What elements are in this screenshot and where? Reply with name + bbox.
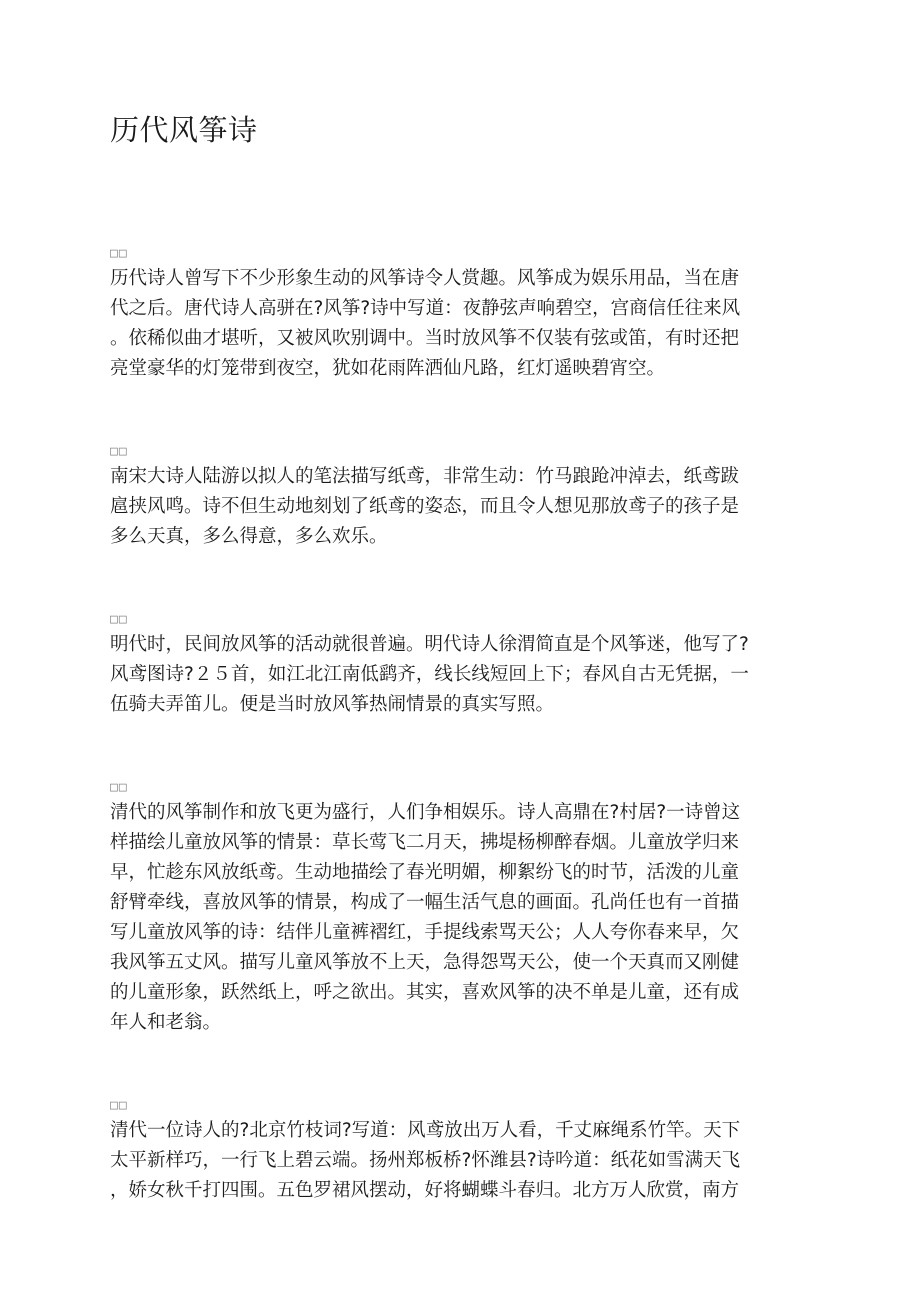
paragraph-line: 清代一位诗人的?北京竹枝词?写道：风鸢放出万人看，千丈麻绳系竹竿。天下 <box>110 1120 741 1141</box>
paragraph-line: 代之后。唐代诗人高骈在?风筝?诗中写道：夜静弦声响碧空，宫商信任往来风 <box>110 298 741 319</box>
paragraph-line: 清代的风筝制作和放飞更为盛行，人们争相娱乐。诗人高鼎在?村居?一诗曾这 <box>110 802 741 823</box>
paragraph-line: ，娇女秋千打四围。五色罗裙风摆动，好将蝴蝶斗春归。北方万人欣赏，南方 <box>110 1180 740 1201</box>
section-marker: □□ <box>110 612 128 627</box>
section-1 <box>110 244 810 384</box>
paragraph-line: 太平新样巧，一行飞上碧云端。扬州郑板桥?怀潍县?诗吟道：纸花如雪满天飞 <box>110 1150 741 1171</box>
paragraph-line: 扈挟风鸣。诗不但生动地刻划了纸鸢的姿态，而且令人想见那放鸢子的孩子是 <box>110 496 740 517</box>
section-5 <box>110 1096 810 1206</box>
paragraph-line: 的儿童形象，跃然纸上，呼之欲出。其实，喜欢风筝的决不单是儿童，还有成 <box>110 982 740 1003</box>
paragraph-line: 伍骑夫弄笛儿。便是当时放风筝热闹情景的真实写照。 <box>110 694 555 715</box>
paragraph-line: 历代诗人曾写下不少形象生动的风筝诗令人赏趣。风筝成为娱乐用品，当在唐 <box>110 268 740 289</box>
section-marker: □□ <box>110 1098 128 1113</box>
paragraph-line: 早，忙趁东风放纸鸢。生动地描绘了春光明媚，柳絮纷飞的时节，活泼的儿童 <box>110 862 740 883</box>
paragraph-line: 多么天真，多么得意，多么欢乐。 <box>110 526 388 547</box>
document-title: 历代风筝诗 <box>110 113 258 147</box>
paragraph-line: 写儿童放风筝的诗：结伴儿童裤褶红，手提线索骂天公；人人夸你春来早，欠 <box>110 922 740 943</box>
paragraph-line: 。依稀似曲才堪听，又被风吹别调中。当时放风筝不仅装有弦或笛，有时还把 <box>110 328 740 349</box>
paragraph-line: 风鸢图诗?２５首，如江北江南低鹞齐，线长线短回上下；春风自古无凭据，一 <box>110 664 749 685</box>
paragraph-line: 样描绘儿童放风筝的情景：草长莺飞二月天，拂堤杨柳醉春烟。儿童放学归来 <box>110 832 740 853</box>
paragraph-line: 舒臂牵线，喜放风筝的情景，构成了一幅生活气息的画面。孔尚任也有一首描 <box>110 892 740 913</box>
section-4 <box>110 778 810 1038</box>
paragraph-line: 我风筝五丈风。描写儿童风筝放不上天，急得怨骂天公，使一个天真而又刚健 <box>110 952 740 973</box>
section-marker: □□ <box>110 444 128 459</box>
section-marker: □□ <box>110 246 128 261</box>
paragraph-line: 亮堂豪华的灯笼带到夜空，犹如花雨阵洒仙凡路，红灯遥映碧宵空。 <box>110 358 666 379</box>
section-2 <box>110 442 810 552</box>
paragraph-line: 南宋大诗人陆游以拟人的笔法描写纸鸢，非常生动：竹马踉跄冲淖去，纸鸢跋 <box>110 466 740 487</box>
section-marker: □□ <box>110 780 128 795</box>
section-3 <box>110 610 810 720</box>
paragraph-line: 年人和老翁。 <box>110 1012 222 1033</box>
paragraph-line: 明代时，民间放风筝的活动就很普遍。明代诗人徐渭简直是个风筝迷，他写了? <box>110 634 749 655</box>
